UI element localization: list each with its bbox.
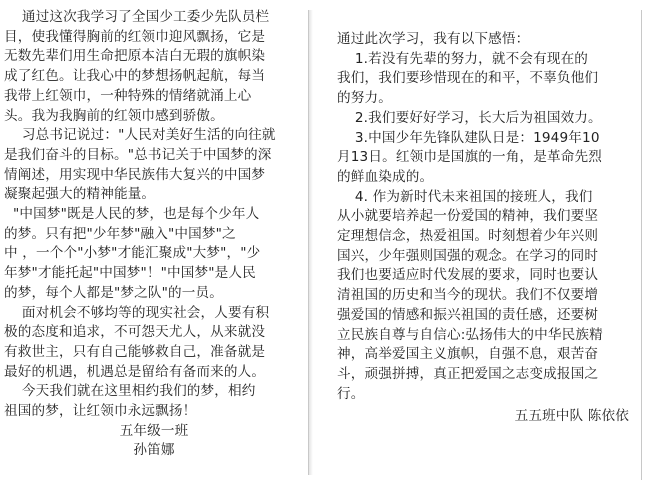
left-text-line: 的梦，每个人都是"梦之队"的一员。 [4, 284, 223, 301]
left-text-line: 是我们奋斗的目标。"总书记关于中国梦的深 [4, 146, 272, 163]
left-text-line: 凝聚起强大的精神能量。 [4, 186, 156, 203]
left-signature-name: 孙笛娜 [133, 442, 175, 459]
right-text-line: 行。 [337, 385, 365, 402]
left-text-line: 成了红色。让我心中的梦想扬帆起航，每当 [4, 68, 266, 85]
left-text-line: 有救世主，只有自己能够救自己，准备就是 [4, 343, 266, 360]
left-text-line: 的梦。只有把"少年梦"融入"中国梦"之 [4, 225, 236, 242]
left-text-line: 通过这次我学习了全国少工委少先队员栏 [4, 9, 270, 25]
right-text-line: 立民族自尊与自信心:弘扬伟大的中华民族精 [337, 326, 603, 343]
left-text-line: 极的态度和追求，不可怨天尤人，从来就没 [4, 324, 266, 341]
right-text-line: 从小就要培养起一份爱国的精神，我们要坚 [337, 208, 599, 225]
right-text-line: 通过此次学习，我有以下感悟： [337, 31, 530, 47]
right-text-line: 3.中国少年先锋队建队日是：1949年10 [337, 129, 600, 146]
left-signature-class: 五年级一班 [119, 422, 189, 439]
right-text-line: 强爱国的情感和振兴祖国的责任感，还要树 [337, 306, 599, 323]
left-text-line: 头。我为我胸前的红领巾感到骄傲。 [4, 107, 224, 124]
left-text-line: 习总书记说过："人民对美好生活的向往就 [4, 127, 276, 144]
left-text-line: 面对机会不够均等的现实社会，人要有积 [4, 304, 270, 321]
left-text-line: 最好的机遇，机遇总是留给有备而来的人。 [4, 363, 266, 380]
right-text-line: 国兴，少年强则国强的观念。在学习的同时 [337, 247, 599, 264]
right-text-line: 2.我们要好好学习，长大后为祖国效力。 [337, 109, 602, 126]
right-text-line: 我们，我们要珍惜现在的和平，不辜负他们 [337, 70, 599, 87]
right-text-line: 4. 作为新时代未来祖国的接班人，我们 [337, 188, 593, 205]
page-fold-shadow [309, 10, 313, 475]
right-text-line: 清祖国的历史和当今的现状。我们不仅要增 [337, 287, 599, 304]
left-text-line: 祖国的梦，让红领巾永远飘扬！ [4, 403, 197, 420]
right-signature: 五五班中队 陈依依 [514, 408, 629, 425]
right-text-line: 1.若没有先辈的努力，就不会有现在的 [337, 50, 589, 67]
page-edge-line [641, 10, 642, 480]
left-text-line: "中国梦"既是人民的梦，也是每个少年人 [4, 206, 260, 223]
left-text-line: 我带上红领巾，一种特殊的情绪就涌上心 [4, 87, 252, 104]
right-text-line: 斗，顽强拼搏，真正把爱国之志变成报国之 [337, 365, 599, 382]
right-text-line: 定理想信念，热爱祖国。时刻想着少年兴则 [337, 228, 599, 245]
left-text-line: 今天我们就在这里相约我们的梦，相约 [4, 383, 256, 400]
left-text-line: 情阐述，用实现中华民族伟大复兴的中国梦 [4, 166, 266, 183]
right-essay-column [337, 30, 643, 427]
left-text-line: 目，使我懂得胸前的红领巾迎风飘扬，它是 [4, 28, 266, 45]
right-text-line: 的努力。 [337, 90, 392, 107]
right-text-line: 的鲜血染成的。 [337, 168, 434, 185]
left-text-line: 无数先辈们用生命把原本洁白无瑕的旗帜染 [4, 48, 266, 65]
left-text-line: 中 ，一个个"小梦"才能汇聚成"大梦"，"少 [4, 245, 261, 262]
left-essay-column [4, 8, 304, 461]
right-text-line: 神，高举爱国主义旗帜，自强不息，艰苦奋 [337, 346, 599, 363]
right-text-line: 月13日。红领巾是国旗的一角，是革命先烈 [337, 149, 602, 166]
right-text-line: 我们也要适应时代发展的要求，同时也要认 [337, 267, 599, 284]
left-text-line: 年梦"才能托起"中国梦"！"中国梦"是人民 [4, 265, 256, 282]
